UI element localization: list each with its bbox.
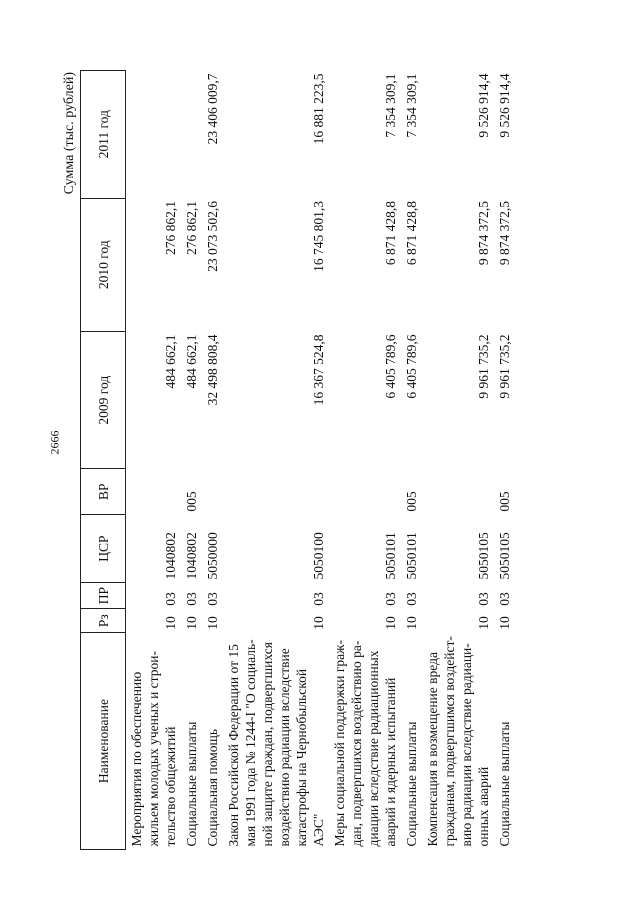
row-vr	[126, 469, 182, 515]
table-row	[401, 71, 422, 850]
row-2010: 276 862,1	[163, 201, 178, 256]
table-row	[181, 71, 202, 850]
row-2011: 7 354 309,1	[383, 73, 398, 138]
row-2010: 16 745 801,3	[311, 201, 326, 272]
row-2010: 6 871 428,8	[383, 201, 398, 266]
row-rz: 10	[404, 616, 419, 630]
row-csr: 5050105	[476, 532, 491, 580]
row-2009: 9 961 735,2	[497, 334, 512, 399]
table-row	[494, 71, 515, 850]
row-csr: 1040802	[184, 532, 199, 580]
header-pr: ПР	[81, 582, 126, 608]
row-vr	[329, 469, 401, 515]
header-2009: 2009 год	[81, 331, 126, 468]
row-rz: 10	[311, 616, 326, 630]
row-vr	[202, 469, 223, 515]
row-name: Меры социальной поддержки граж-дан, подвергшихся воздействию ра-диации вследствие радиационных аварий и ядерных испытаний	[332, 640, 398, 847]
row-2009: 484 662,1	[184, 334, 199, 389]
rotated-page-content	[62, 70, 562, 850]
page-number: 2666	[47, 430, 62, 455]
row-2011	[126, 71, 182, 199]
row-name: Социальные выплаты	[497, 721, 512, 847]
row-pr: 03	[476, 592, 491, 606]
table-row	[329, 71, 401, 850]
header-vr: ВР	[81, 469, 126, 515]
row-2009: 484 662,1	[163, 334, 178, 389]
row-2011: 7 354 309,1	[404, 73, 419, 138]
table-row	[223, 71, 329, 850]
row-vr: 005	[404, 491, 419, 512]
budget-table	[80, 70, 515, 850]
row-rz: 10	[476, 616, 491, 630]
row-csr: 5050101	[383, 532, 398, 580]
row-pr: 03	[205, 592, 220, 606]
row-2011: 23 406 009,7	[205, 73, 220, 145]
row-name: Социальная помощь	[205, 728, 220, 847]
row-name: Закон Российской Федерации от 15 мая 1991 года № 1244-I "О социаль-ной защите граждан, подвергшихся воздействию радиации вследствие катастрофы на Чернобыльской АЭС"	[226, 639, 326, 847]
header-2010: 2010 год	[81, 198, 126, 331]
table-row	[126, 71, 182, 850]
table-row	[422, 71, 494, 850]
row-pr: 03	[404, 592, 419, 606]
row-vr	[223, 469, 329, 515]
units-caption: Сумма (тыс. рублей)	[62, 72, 77, 195]
header-rz: Рз	[81, 609, 126, 633]
row-vr: 005	[184, 491, 199, 512]
row-csr: 5050101	[404, 532, 419, 580]
row-name: Социальные выплаты	[404, 721, 419, 847]
row-rz: 10	[205, 616, 220, 630]
row-2010: 276 862,1	[184, 201, 199, 256]
row-2010: 9 874 372,5	[497, 201, 512, 266]
header-name: Наименование	[81, 633, 126, 850]
row-pr: 03	[311, 592, 326, 606]
row-2010: 6 871 428,8	[404, 201, 419, 266]
row-pr: 03	[163, 592, 178, 606]
table-row	[202, 71, 223, 850]
header-2011: 2011 год	[81, 71, 126, 199]
row-csr: 5050105	[497, 532, 512, 580]
row-2011	[181, 71, 202, 199]
table-header-row	[81, 71, 126, 850]
row-name: Мероприятия по обеспечению жильем молодых ученых и строи-тельство общежитий	[129, 651, 178, 847]
row-2010: 9 874 372,5	[476, 201, 491, 266]
row-csr: 5050100	[311, 532, 326, 580]
row-2009: 9 961 735,2	[476, 334, 491, 399]
row-pr: 03	[383, 592, 398, 606]
header-csr: ЦСР	[81, 515, 126, 583]
row-2011: 16 881 223,5	[311, 73, 326, 145]
row-vr: 005	[497, 491, 512, 512]
row-2011: 9 526 914,4	[497, 73, 512, 138]
row-2010: 23 073 502,6	[205, 201, 220, 272]
row-2009: 16 367 524,8	[311, 334, 326, 406]
row-2009: 32 498 808,4	[205, 334, 220, 406]
row-pr: 03	[497, 592, 512, 606]
row-2011: 9 526 914,4	[476, 73, 491, 138]
row-rz: 10	[184, 616, 199, 630]
row-pr: 03	[184, 592, 199, 606]
row-rz: 10	[497, 616, 512, 630]
row-csr: 1040802	[163, 532, 178, 580]
row-rz: 10	[383, 616, 398, 630]
row-csr: 5050000	[205, 532, 220, 580]
row-2009: 6 405 789,6	[383, 334, 398, 399]
row-name: Компенсация в возмещение вреда гражданам, подвергшимся воздейст-вию радиации вследствие радиаци-онных аварий	[425, 636, 491, 847]
row-2009: 6 405 789,6	[404, 334, 419, 399]
row-rz: 10	[163, 616, 178, 630]
row-name: Социальные выплаты	[184, 721, 199, 847]
row-vr	[422, 469, 494, 515]
